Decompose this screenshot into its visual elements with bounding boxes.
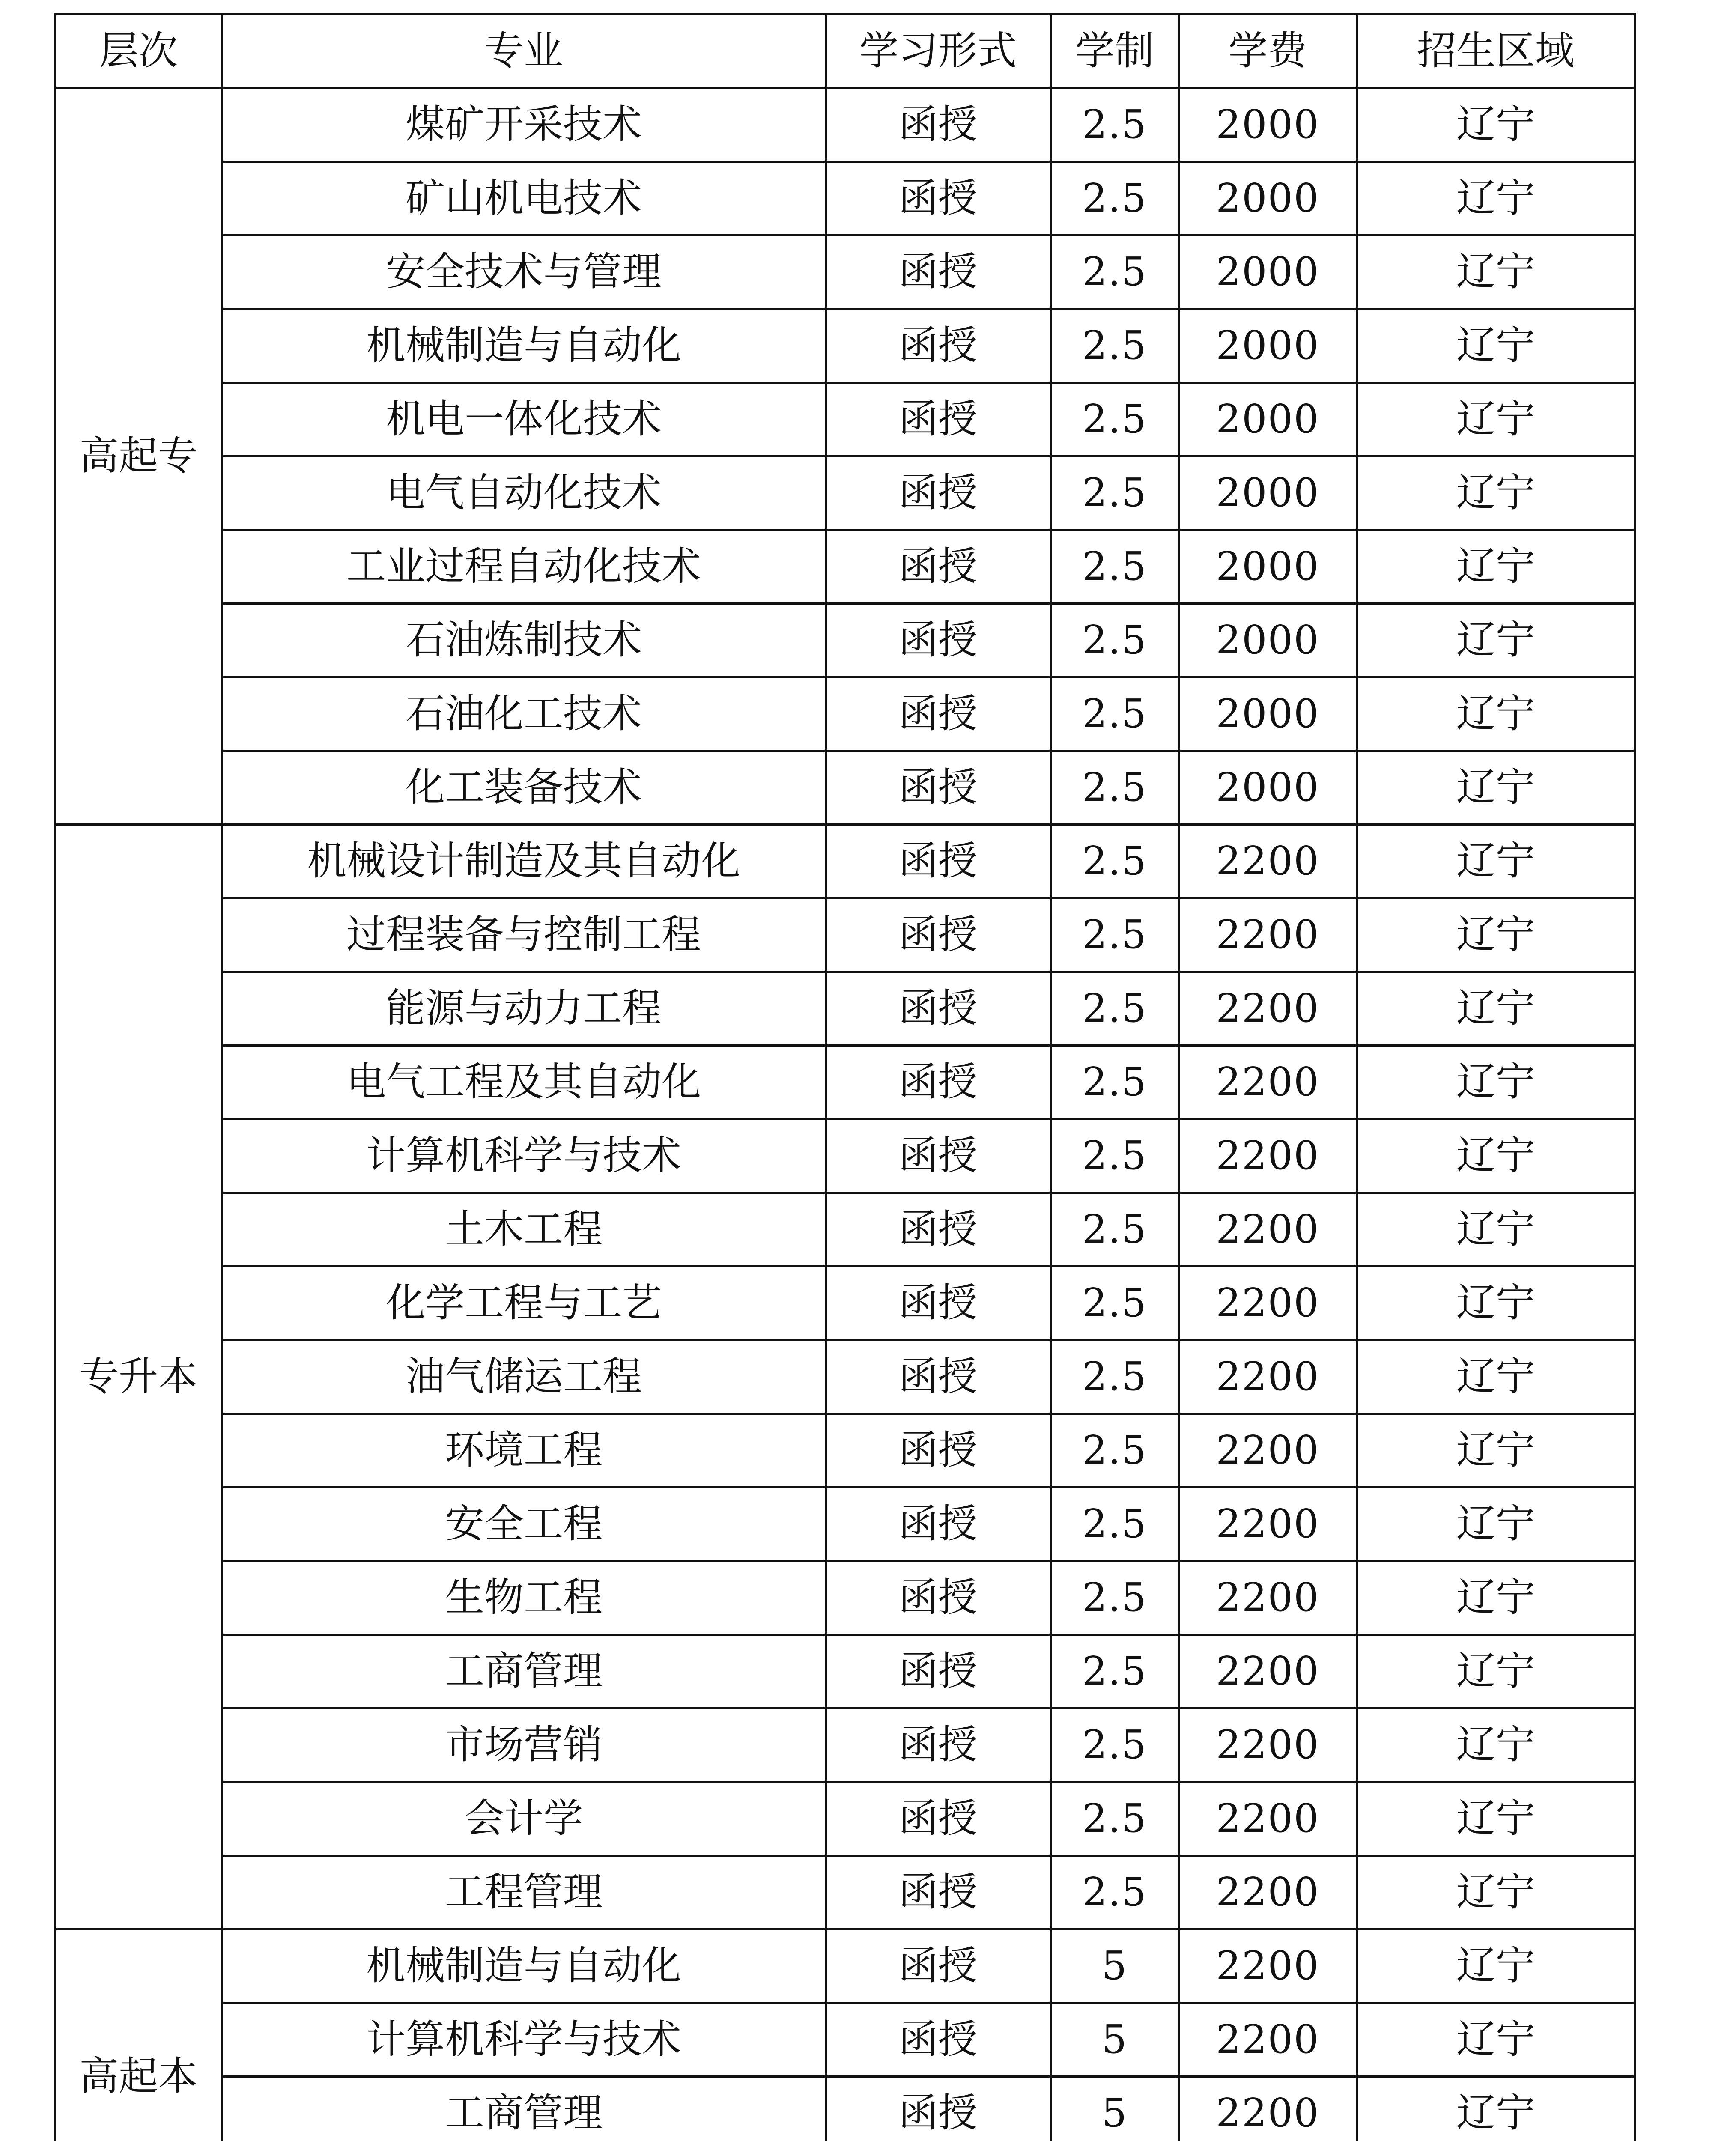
study-form-cell: 函授: [826, 235, 1050, 309]
major-cell: 机械制造与自动化: [222, 309, 826, 382]
study-form-cell: 函授: [826, 88, 1050, 161]
study-form-cell: 函授: [826, 1119, 1050, 1193]
duration-cell: 2.5: [1050, 1193, 1179, 1266]
duration-cell: 5: [1050, 2003, 1179, 2076]
table-row: [55, 382, 1635, 456]
study-form-cell: 函授: [826, 1266, 1050, 1340]
major-cell: 能源与动力工程: [222, 972, 826, 1045]
region-cell: 辽宁: [1357, 1045, 1635, 1119]
table-row: [55, 1561, 1635, 1634]
tuition-cell: 2200: [1179, 1708, 1357, 1782]
tuition-cell: 2200: [1179, 1782, 1357, 1855]
study-form-cell: 函授: [826, 2003, 1050, 2076]
table-row: [55, 1119, 1635, 1193]
region-cell: 辽宁: [1357, 751, 1635, 824]
duration-cell: 2.5: [1050, 1634, 1179, 1708]
study-form-cell: 函授: [826, 1929, 1050, 2003]
table-body: [55, 88, 1635, 2141]
tuition-cell: 2200: [1179, 972, 1357, 1045]
level-cell: 专升本: [55, 824, 222, 1929]
major-cell: 安全技术与管理: [222, 235, 826, 309]
study-form-cell: 函授: [826, 1487, 1050, 1561]
table-row: [55, 235, 1635, 309]
duration-cell: 2.5: [1050, 1045, 1179, 1119]
major-cell: 计算机科学与技术: [222, 2003, 826, 2076]
region-cell: 辽宁: [1357, 456, 1635, 530]
region-cell: 辽宁: [1357, 677, 1635, 751]
duration-cell: 2.5: [1050, 1413, 1179, 1487]
table-row: [55, 1929, 1635, 2003]
tuition-cell: 2000: [1179, 677, 1357, 751]
region-cell: 辽宁: [1357, 2076, 1635, 2141]
region-cell: 辽宁: [1357, 1413, 1635, 1487]
header-row: [55, 14, 1635, 88]
table-row: [55, 1413, 1635, 1487]
study-form-cell: 函授: [826, 1634, 1050, 1708]
tuition-cell: 2200: [1179, 1045, 1357, 1119]
duration-cell: 2.5: [1050, 1782, 1179, 1855]
study-form-cell: 函授: [826, 382, 1050, 456]
study-form-cell: 函授: [826, 1045, 1050, 1119]
study-form-cell: 函授: [826, 824, 1050, 898]
region-cell: 辽宁: [1357, 309, 1635, 382]
tuition-cell: 2200: [1179, 1193, 1357, 1266]
table-row: [55, 1193, 1635, 1266]
region-cell: 辽宁: [1357, 1855, 1635, 1929]
tuition-cell: 2200: [1179, 2076, 1357, 2141]
region-cell: 辽宁: [1357, 972, 1635, 1045]
study-form-cell: 函授: [826, 751, 1050, 824]
region-cell: 辽宁: [1357, 2003, 1635, 2076]
duration-cell: 2.5: [1050, 824, 1179, 898]
region-cell: 辽宁: [1357, 1929, 1635, 2003]
major-cell: 土木工程: [222, 1193, 826, 1266]
study-form-cell: 函授: [826, 161, 1050, 235]
major-cell: 煤矿开采技术: [222, 88, 826, 161]
duration-cell: 2.5: [1050, 382, 1179, 456]
major-cell: 石油炼制技术: [222, 603, 826, 677]
tuition-cell: 2000: [1179, 309, 1357, 382]
major-cell: 环境工程: [222, 1413, 826, 1487]
table-row: [55, 751, 1635, 824]
duration-cell: 2.5: [1050, 456, 1179, 530]
header-tuition: 学费: [1179, 14, 1357, 88]
header-region: 招生区域: [1357, 14, 1635, 88]
duration-cell: 5: [1050, 2076, 1179, 2141]
study-form-cell: 函授: [826, 530, 1050, 603]
duration-cell: 2.5: [1050, 898, 1179, 972]
study-form-cell: 函授: [826, 1193, 1050, 1266]
region-cell: 辽宁: [1357, 824, 1635, 898]
table-row: [55, 603, 1635, 677]
tuition-cell: 2200: [1179, 1413, 1357, 1487]
tuition-cell: 2000: [1179, 161, 1357, 235]
major-cell: 机械制造与自动化: [222, 1929, 826, 2003]
major-cell: 工商管理: [222, 2076, 826, 2141]
duration-cell: 2.5: [1050, 1266, 1179, 1340]
header-study-form: 学习形式: [826, 14, 1050, 88]
region-cell: 辽宁: [1357, 1561, 1635, 1634]
tuition-cell: 2000: [1179, 603, 1357, 677]
header-major: 专业: [222, 14, 826, 88]
level-cell: 高起专: [55, 88, 222, 824]
region-cell: 辽宁: [1357, 382, 1635, 456]
table-row: [55, 898, 1635, 972]
table-row: [55, 309, 1635, 382]
major-cell: 矿山机电技术: [222, 161, 826, 235]
region-cell: 辽宁: [1357, 1119, 1635, 1193]
major-cell: 油气储运工程: [222, 1340, 826, 1413]
table-row: [55, 677, 1635, 751]
study-form-cell: 函授: [826, 1708, 1050, 1782]
major-cell: 生物工程: [222, 1561, 826, 1634]
table-row: [55, 1340, 1635, 1413]
region-cell: 辽宁: [1357, 1708, 1635, 1782]
region-cell: 辽宁: [1357, 1266, 1635, 1340]
major-cell: 工程管理: [222, 1855, 826, 1929]
enrollment-table: [54, 13, 1636, 2141]
major-cell: 机械设计制造及其自动化: [222, 824, 826, 898]
duration-cell: 5: [1050, 1929, 1179, 2003]
duration-cell: 2.5: [1050, 1340, 1179, 1413]
tuition-cell: 2200: [1179, 1855, 1357, 1929]
region-cell: 辽宁: [1357, 1193, 1635, 1266]
duration-cell: 2.5: [1050, 1119, 1179, 1193]
region-cell: 辽宁: [1357, 1340, 1635, 1413]
tuition-cell: 2000: [1179, 456, 1357, 530]
duration-cell: 2.5: [1050, 1855, 1179, 1929]
duration-cell: 2.5: [1050, 972, 1179, 1045]
tuition-cell: 2200: [1179, 1561, 1357, 1634]
major-cell: 工商管理: [222, 1634, 826, 1708]
major-cell: 电气工程及其自动化: [222, 1045, 826, 1119]
study-form-cell: 函授: [826, 1561, 1050, 1634]
tuition-cell: 2200: [1179, 1929, 1357, 2003]
tuition-cell: 2200: [1179, 1340, 1357, 1413]
major-cell: 化工装备技术: [222, 751, 826, 824]
tuition-cell: 2000: [1179, 751, 1357, 824]
tuition-cell: 2200: [1179, 1266, 1357, 1340]
duration-cell: 2.5: [1050, 603, 1179, 677]
table-row: [55, 824, 1635, 898]
tuition-cell: 2200: [1179, 898, 1357, 972]
duration-cell: 2.5: [1050, 1487, 1179, 1561]
study-form-cell: 函授: [826, 2076, 1050, 2141]
table-row: [55, 456, 1635, 530]
duration-cell: 2.5: [1050, 530, 1179, 603]
table-row: [55, 88, 1635, 161]
table-row: [55, 1266, 1635, 1340]
major-cell: 工业过程自动化技术: [222, 530, 826, 603]
study-form-cell: 函授: [826, 898, 1050, 972]
study-form-cell: 函授: [826, 603, 1050, 677]
tuition-cell: 2200: [1179, 2003, 1357, 2076]
region-cell: 辽宁: [1357, 530, 1635, 603]
table-row: [55, 1708, 1635, 1782]
duration-cell: 2.5: [1050, 677, 1179, 751]
duration-cell: 2.5: [1050, 1561, 1179, 1634]
table-row: [55, 1045, 1635, 1119]
duration-cell: 2.5: [1050, 751, 1179, 824]
tuition-cell: 2000: [1179, 235, 1357, 309]
major-cell: 化学工程与工艺: [222, 1266, 826, 1340]
study-form-cell: 函授: [826, 456, 1050, 530]
tuition-cell: 2200: [1179, 824, 1357, 898]
table-row: [55, 1487, 1635, 1561]
table-row: [55, 1855, 1635, 1929]
major-cell: 石油化工技术: [222, 677, 826, 751]
study-form-cell: 函授: [826, 1340, 1050, 1413]
tuition-cell: 2200: [1179, 1487, 1357, 1561]
table-row: [55, 161, 1635, 235]
region-cell: 辽宁: [1357, 235, 1635, 309]
tuition-cell: 2200: [1179, 1119, 1357, 1193]
table-row: [55, 2003, 1635, 2076]
major-cell: 机电一体化技术: [222, 382, 826, 456]
tuition-cell: 2000: [1179, 88, 1357, 161]
major-cell: 安全工程: [222, 1487, 826, 1561]
region-cell: 辽宁: [1357, 161, 1635, 235]
region-cell: 辽宁: [1357, 603, 1635, 677]
region-cell: 辽宁: [1357, 1634, 1635, 1708]
study-form-cell: 函授: [826, 1782, 1050, 1855]
region-cell: 辽宁: [1357, 1782, 1635, 1855]
duration-cell: 2.5: [1050, 161, 1179, 235]
region-cell: 辽宁: [1357, 898, 1635, 972]
major-cell: 过程装备与控制工程: [222, 898, 826, 972]
major-cell: 市场营销: [222, 1708, 826, 1782]
table-row: [55, 1782, 1635, 1855]
table-row: [55, 2076, 1635, 2141]
duration-cell: 2.5: [1050, 88, 1179, 161]
study-form-cell: 函授: [826, 677, 1050, 751]
header-duration: 学制: [1050, 14, 1179, 88]
major-cell: 电气自动化技术: [222, 456, 826, 530]
level-cell: 高起本: [55, 1929, 222, 2141]
region-cell: 辽宁: [1357, 88, 1635, 161]
header-level: 层次: [55, 14, 222, 88]
study-form-cell: 函授: [826, 972, 1050, 1045]
tuition-cell: 2000: [1179, 382, 1357, 456]
study-form-cell: 函授: [826, 309, 1050, 382]
table-row: [55, 972, 1635, 1045]
tuition-cell: 2000: [1179, 530, 1357, 603]
duration-cell: 2.5: [1050, 1708, 1179, 1782]
study-form-cell: 函授: [826, 1855, 1050, 1929]
major-cell: 计算机科学与技术: [222, 1119, 826, 1193]
table-row: [55, 1634, 1635, 1708]
duration-cell: 2.5: [1050, 235, 1179, 309]
tuition-cell: 2200: [1179, 1634, 1357, 1708]
duration-cell: 2.5: [1050, 309, 1179, 382]
table-row: [55, 530, 1635, 603]
region-cell: 辽宁: [1357, 1487, 1635, 1561]
study-form-cell: 函授: [826, 1413, 1050, 1487]
major-cell: 会计学: [222, 1782, 826, 1855]
